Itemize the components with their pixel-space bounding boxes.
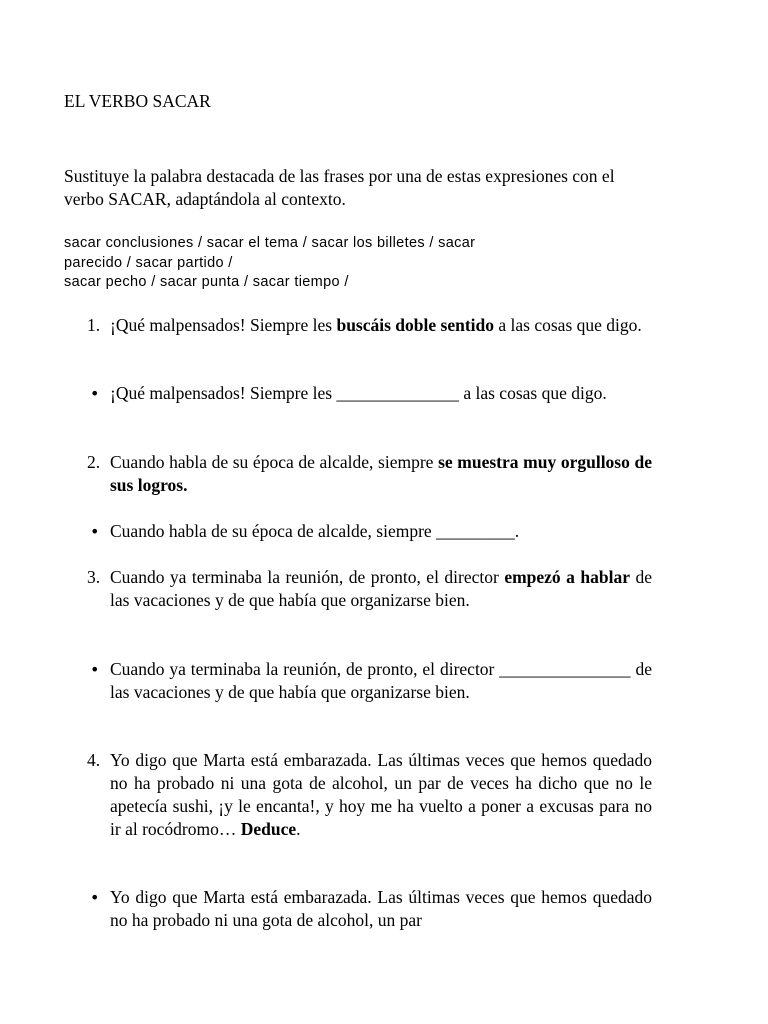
- highlighted-phrase: buscáis doble sentido: [336, 315, 495, 335]
- page-title: EL VERBO SACAR: [64, 91, 211, 111]
- highlighted-phrase: Deduce: [240, 819, 297, 839]
- bullet-icon: •: [90, 384, 100, 403]
- exercise-3-answer: [90, 658, 652, 704]
- exercise-number: 3.: [87, 567, 101, 587]
- exercise-2-sentence: [87, 451, 652, 497]
- highlighted-phrase: se muestra muy orgulloso de sus logros: [110, 452, 652, 495]
- expression-options: [64, 234, 654, 293]
- answer-text: ¡Qué malpensados! Siempre les ______________ a las cosas que digo.: [110, 383, 607, 403]
- exercise-2-answer: [90, 520, 652, 543]
- exercise-1-answer: [90, 382, 652, 405]
- exercise-number: 1.: [87, 315, 101, 335]
- sentence-text: Cuando habla de su época de alcalde, siempre: [110, 452, 439, 472]
- options-line: sacar pecho / sacar punta / sacar tiempo /: [64, 274, 349, 290]
- exercise-number: 4.: [87, 750, 101, 770]
- exercise-number: 2.: [87, 452, 101, 472]
- sentence-text: de las vacaciones y de que había que organizarse bien.: [110, 567, 652, 610]
- exercise-1-sentence: [87, 314, 652, 337]
- options-line: parecido / sacar partido /: [64, 254, 233, 271]
- answer-text: Cuando ya terminaba la reunión, de pronto, el director _______________ de las vacaciones y de que había que organizarse bien.: [110, 659, 652, 702]
- bullet-icon: •: [90, 660, 100, 679]
- exercise-4-answer: [90, 886, 652, 932]
- bullet-icon: •: [90, 888, 100, 907]
- sentence-text: a las cosas que digo.: [494, 315, 642, 335]
- options-line: sacar conclusiones / sacar el tema / sacar los billetes / sacar: [64, 235, 476, 251]
- instructions-paragraph: Sustituye la palabra destacada de las frases por una de estas expresiones con el verbo SACAR, adaptándola al contexto.: [64, 166, 615, 209]
- sentence-text: ¡Qué malpensados! Siempre les: [110, 315, 337, 335]
- sentence-text: .: [183, 475, 188, 495]
- answer-text: Yo digo que Marta está embarazada. Las últimas veces que hemos quedado no ha probado ni una gota de alcohol, un par: [110, 887, 652, 930]
- exercise-3-sentence: [87, 566, 652, 612]
- answer-text: Cuando habla de su época de alcalde, siempre _________.: [110, 521, 520, 541]
- exercise-4-sentence: [87, 749, 652, 841]
- sentence-text: Yo digo que Marta está embarazada. Las últimas veces que hemos quedado no ha probado ni una gota de alcohol, un par de veces ha dicho que no le apetecía sushi, ¡y le encanta!, y hoy me ha vuelto a poner a excusas para no ir al rocódromo…: [110, 750, 652, 839]
- sentence-text: Cuando ya terminaba la reunión, de pronto, el director: [110, 567, 505, 587]
- bullet-icon: •: [90, 522, 100, 541]
- highlighted-phrase: empezó a hablar: [504, 567, 630, 587]
- sentence-text: .: [296, 819, 301, 839]
